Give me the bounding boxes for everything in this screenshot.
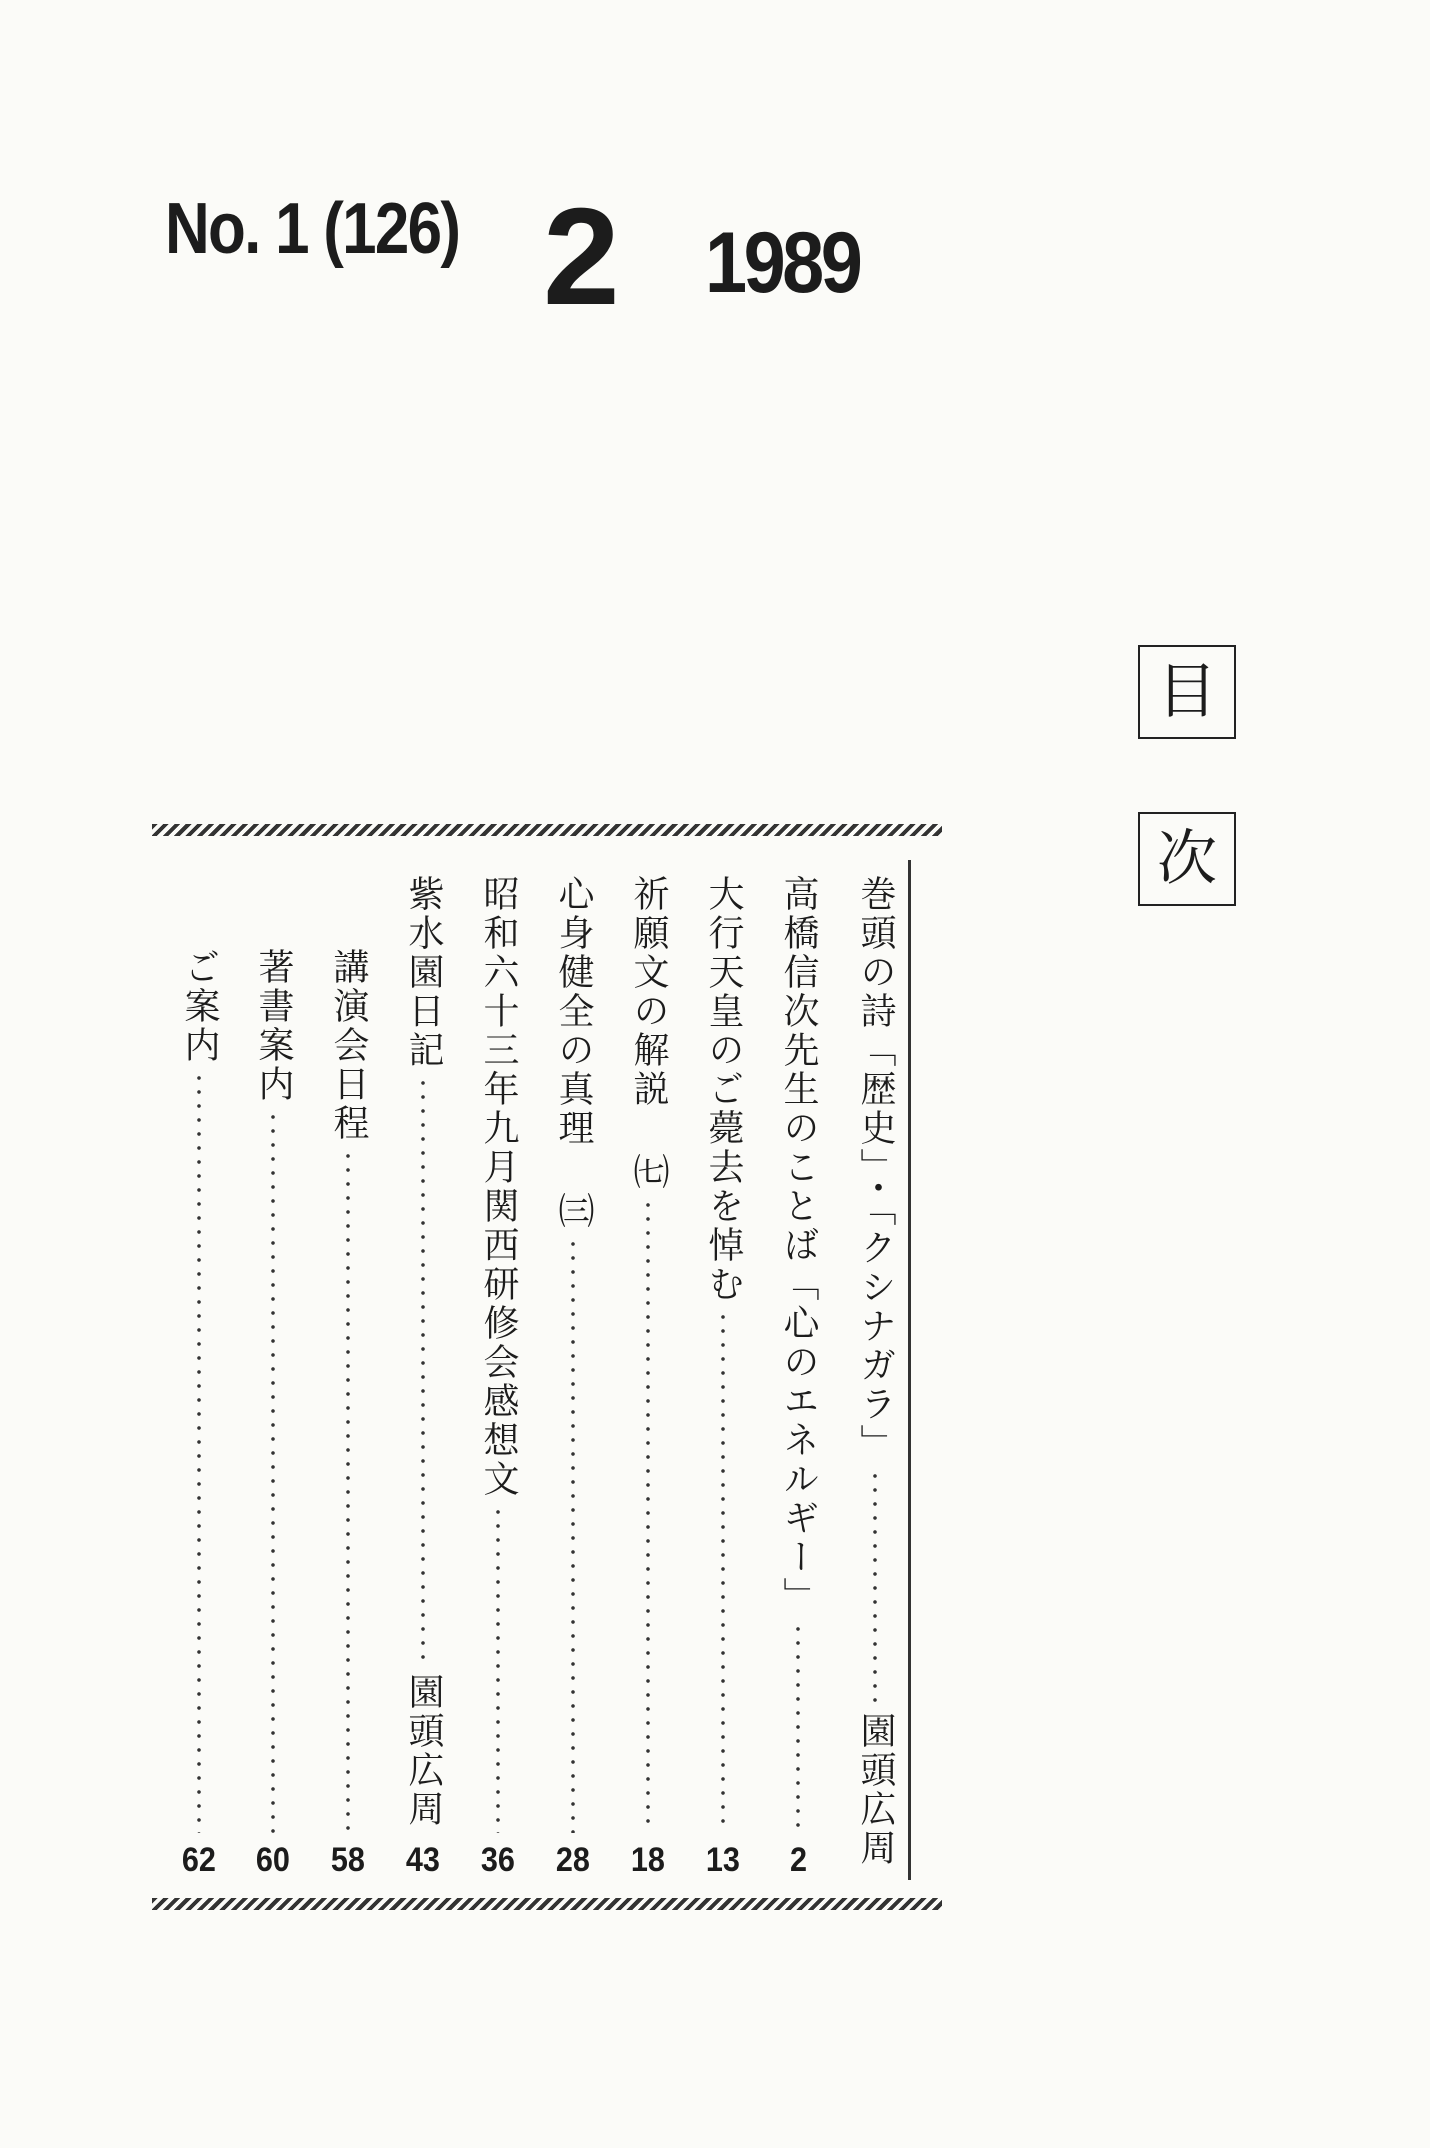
issue-year: 1989 (705, 215, 860, 311)
toc-entry-6[interactable] (475, 875, 521, 1880)
toc-entry-title: 祈願文の解説 ㈦ (628, 875, 669, 1192)
toc-entry-title: 大行天皇のご薨去を悼む (703, 875, 744, 1304)
leader-dots (571, 1237, 575, 1833)
toc-entry-5[interactable] (550, 875, 596, 1880)
toc-entry-title: 心身健全の真理 ㈢ (553, 875, 594, 1231)
issue-header (165, 180, 860, 334)
toc-title-char-1: 目 (1138, 645, 1236, 739)
toc-entry-page: 62 (181, 1841, 217, 1879)
toc-entry-author: 園頭広周 (403, 1673, 444, 1829)
toc-entry-title: 紫水園日記 (403, 875, 444, 1070)
toc-entry-title: ご案内 (179, 948, 220, 1065)
leader-dots (721, 1310, 725, 1833)
toc-entry-2[interactable] (775, 875, 821, 1880)
leader-dots (796, 1622, 800, 1833)
leader-dots (496, 1505, 500, 1833)
leader-dots (271, 1110, 275, 1833)
toc-entry-title: 巻頭の詩「歴史」・「クシナガラ」 (855, 875, 896, 1463)
toc-entry-10[interactable] (176, 948, 222, 1880)
toc-entry-page: 2 (789, 1841, 807, 1879)
leader-dots (873, 1469, 877, 1704)
toc-right-rule (908, 860, 911, 1880)
toc-entry-1[interactable] (852, 875, 898, 1880)
toc-entry-author: 園頭広周 (855, 1712, 896, 1868)
issue-number: No. 1 (126) (165, 189, 460, 269)
toc-entry-4[interactable] (625, 875, 671, 1880)
toc-entry-title: 高橋信次先生のことば「心のエネルギー」 (778, 875, 819, 1616)
toc-entry-page: 18 (630, 1841, 666, 1879)
toc-entry-page: 28 (555, 1841, 591, 1879)
issue-month: 2 (543, 180, 620, 334)
bottom-border (152, 1898, 942, 1910)
toc-entry-page: 36 (480, 1841, 516, 1879)
toc-entry-page: 43 (405, 1841, 441, 1879)
leader-dots (346, 1149, 350, 1833)
top-border (152, 824, 942, 836)
toc-entry-page: 60 (255, 1841, 291, 1879)
toc-title-char-2: 次 (1138, 812, 1236, 906)
toc-entry-title: 昭和六十三年九月関西研修会感想文 (478, 875, 519, 1499)
leader-dots (421, 1076, 425, 1665)
leader-dots (197, 1071, 201, 1833)
toc-entry-page: 13 (705, 1841, 741, 1879)
toc-entry-page: 58 (330, 1841, 366, 1879)
toc-entry-3[interactable] (700, 875, 746, 1880)
toc-entry-7[interactable] (400, 875, 446, 1880)
toc-entry-9[interactable] (250, 948, 296, 1880)
toc-entry-title: 講演会日程 (328, 948, 369, 1143)
toc-entry-8[interactable] (325, 948, 371, 1880)
leader-dots (646, 1198, 650, 1833)
toc-entry-title: 著書案内 (253, 948, 294, 1104)
